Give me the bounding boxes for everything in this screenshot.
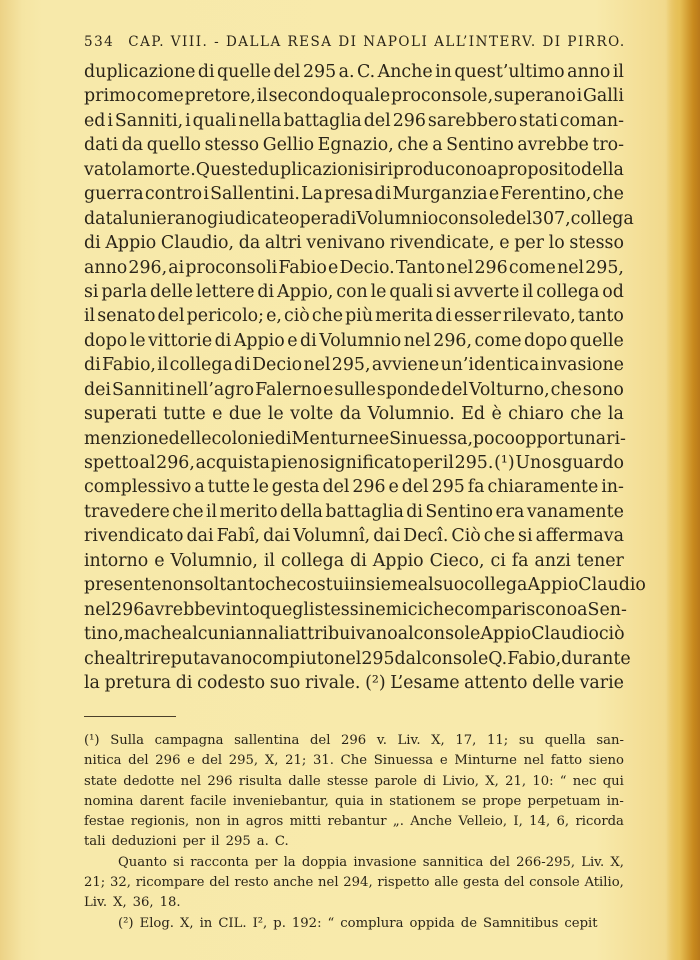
text-line: la pretura di codesto suo rivale. (²) L’esame attento delle varie [84,672,624,693]
text-line: presente non soltanto che costui insieme al suo collega Appio Claudio [84,575,646,596]
text-line: tino, ma che alcuni annali attribuivano al console Appio Claudio ciò [84,624,625,645]
footnote-line: Liv. X, 36, 18. [84,895,181,911]
text-line: vato la morte. Queste duplicazioni si riproducono a proposito della [84,159,624,180]
text-line: guerra contro i Sallentini. La presa di Murganzia e Ferentino, che [84,184,624,205]
footnote-line: state dedotte nel 296 risulta dalle stesse parole di Livio, X, 21, 10: “ nec qui [84,773,624,789]
text-line: duplicazione di quelle del 295 a. C. Anche in quest’ultimo anno il [84,62,624,82]
text-line: complessivo a tutte le gesta del 296 e del 295 fa chiaramente in- [84,477,624,498]
text-line: menzione delle colonie di Menturne e Sinuessa, poco opportuna ri- [84,428,626,449]
running-header [84,34,624,50]
footnote-line: nomina darent facile inveniebantur, quia in stationem se prope perpetuam in- [84,793,624,809]
text-line: dati da quello stesso Gellio Egnazio, che a Sentino avrebbe tro- [84,135,624,156]
text-line: dopo le vittorie di Appio e di Volumnio nel 296, come dopo quelle [84,330,624,351]
footnote-line: nitica del 296 e del 295, X, 21; 31. Che Sinuessa e Minturne nel fatto sieno [84,753,624,769]
text-line: spetto al 296, acquista pieno significato per il 295. (¹) Uno sguardo [84,453,624,473]
text-line: ed i Sanniti, i quali nella battaglia del 296 sarebbero stati coman- [84,110,624,131]
page-spine-shadow [666,0,700,960]
page-number: 534 [84,34,115,50]
running-title: CAP. VIII. - DALLA RESA DI NAPOLI ALL’INTERV. DI PIRRO. [128,34,626,50]
footnote-line: Quanto si racconta per la doppia invasione sannitica del 266-295, Liv. X, [118,854,624,870]
text-line: di Fabio, il collega di Decio nel 295, avviene un’identica invasione [84,355,624,376]
text-line: anno 296, ai proconsoli Fabio e Decio. Tanto nel 296 come nel 295, [84,257,624,278]
footnote-line: (¹) Sulla campagna sallentina del 296 v. Liv. X, 17, 11; su quella san- [84,733,624,748]
text-line: da taluni erano giudicate opera di Volumnio console del 307, collega [84,208,634,229]
text-line: si parla delle lettere di Appio, con le quali si avverte il collega od [84,281,624,302]
footnote-line: tali deduzioni per il 295 a. C. [84,834,289,850]
text-line: superati tutte e due le volte da Volumnio. Ed è chiaro che la [84,404,624,425]
footnote-separator [84,716,176,717]
text-line: intorno e Volumnio, il collega di Appio Cieco, ci fa anzi tener [84,550,624,571]
footnote-line: 21; 32, ricompare del resto anche nel 294, rispetto alle gesta del console Atilio, [84,875,624,891]
text-line: travedere che il merito della battaglia di Sentino era vanamente [84,501,624,522]
text-line: dei Sanniti nell’agro Falerno e sulle sponde del Volturno, che sono [84,379,624,400]
main-text [84,60,646,695]
text-line: primo come pretore, il secondo quale proconsole, superano i Galli [84,86,624,107]
text-line: di Appio Claudio, da altri venivano rivendicate, e per lo stesso [84,233,624,254]
text-line: nel 296 avrebbe vinto quegli stessi nemici che compariscono a Sen- [84,599,627,620]
text-line: rivendicato dai Fabî, dai Volumnî, dai Decî. Ciò che si affermava [84,526,624,547]
text-line: che altri reputavano compiuto nel 295 dal console Q. Fabio, durante [84,648,631,669]
page-left-edge [0,0,22,960]
text-line: il senato del pericolo; e, ciò che più merita di esser rilevato, tanto [84,306,624,327]
footnotes [84,731,624,934]
footnote-line: festae regionis, non in agros mitti rebantur „. Anche Velleio, I, 14, 6, ricorda [84,814,624,830]
footnote-line: (²) Elog. X, in CIL. I², p. 192: “ complura oppida de Samnitibus cepit [118,915,598,931]
